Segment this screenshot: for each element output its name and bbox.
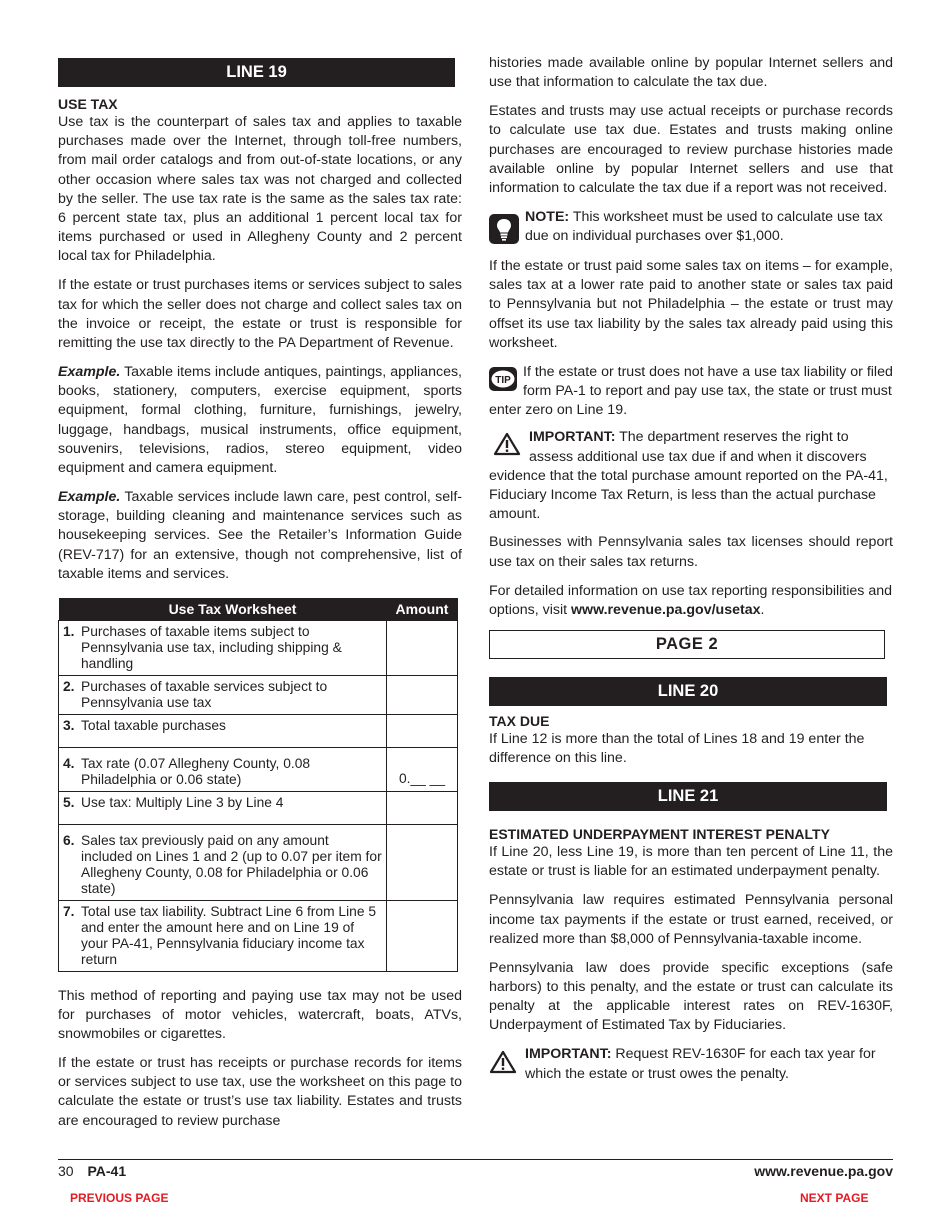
worksheet-header-description: Use Tax Worksheet bbox=[59, 598, 387, 620]
penalty-paragraph-1: If Line 20, less Line 19, is more than ten percent of Line 11, the estate or trust is liable for an estimated underpayment penalty. bbox=[489, 844, 893, 880]
page-number: 30 bbox=[58, 1163, 74, 1179]
row-description: Tax rate (0.07 Allegheny County, 0.08 Philadelphia or 0.06 state) bbox=[81, 755, 311, 787]
penalty-heading: ESTIMATED UNDERPAYMENT INTEREST PENALTY bbox=[489, 826, 830, 843]
worksheet-row-6 bbox=[59, 824, 458, 900]
left-column bbox=[58, 58, 462, 1141]
example-items-text: Taxable items include antiques, paintings, appliances, books, stationery, computers, exercise equipment, sports equipment, formal clothing, furniture, furnishings, jewelry, luggage, handbags, musical instruments, office equipment, souvenirs, televisions, radios, stereo equipment, video equipment and camera equipment. bbox=[58, 364, 462, 477]
important-text: The department reserves the right to assess additional use tax due if and when it discovers evidence that the total purchase amount reported on the PA-41, Fiduciary Income Tax Return, is less than the actual purchase amount. bbox=[489, 429, 888, 523]
note-callout bbox=[489, 208, 893, 249]
important-text: Request REV-1630F for each tax year for which the estate or trust owes the penalty. bbox=[525, 1046, 876, 1082]
use-tax-heading: USE TAX bbox=[58, 96, 118, 112]
worksheet-row-2 bbox=[59, 675, 458, 714]
amount-field[interactable] bbox=[387, 824, 458, 900]
example-services-paragraph bbox=[58, 488, 462, 584]
worksheet-row-1 bbox=[59, 620, 458, 675]
row-number: 7. bbox=[63, 903, 75, 919]
important-callout-2 bbox=[489, 1045, 893, 1083]
row-description: Total taxable purchases bbox=[81, 717, 226, 733]
example-items-paragraph bbox=[58, 363, 462, 478]
tax-due-heading: TAX DUE bbox=[489, 712, 550, 729]
row-description: Sales tax previously paid on any amount included on Lines 1 and 2 (up to 0.07 per item for Allegheny County, 0.08 for Philadelphia or 0.06 state) bbox=[81, 832, 382, 896]
warning-icon bbox=[493, 432, 521, 462]
tip-callout bbox=[489, 363, 893, 421]
note-label: NOTE: bbox=[525, 209, 570, 226]
line-19-banner: LINE 19 bbox=[58, 58, 455, 87]
use-tax-worksheet bbox=[58, 598, 458, 972]
lightbulb-icon bbox=[489, 214, 519, 249]
example-label: Example. bbox=[58, 489, 121, 506]
warning-icon bbox=[489, 1050, 517, 1079]
tip-icon bbox=[489, 367, 517, 397]
line-20-banner: LINE 20 bbox=[489, 677, 887, 706]
next-page-link[interactable]: NEXT PAGE bbox=[800, 1191, 869, 1205]
row-number: 5. bbox=[63, 794, 75, 810]
tax-rate-field[interactable]: 0.__ __ bbox=[387, 747, 458, 791]
footer-page-info bbox=[58, 1163, 126, 1179]
row-description: Use tax: Multiply Line 3 by Line 4 bbox=[81, 794, 284, 810]
example-label: Example. bbox=[58, 364, 121, 381]
amount-field[interactable] bbox=[387, 675, 458, 714]
use-tax-paragraph-1: Use tax is the counterpart of sales tax and applies to taxable purchases made over the Internet, through toll-free numbers, from mail order catalogs and from out-of-state locations, or any other occasion where sales tax was not charged and collected by the seller. The use tax rate is the same as the sales tax rate: 6 percent state tax, plus an additional 1 percent local tax for items purchased or used in Allegheny County and 2 percent local tax for Philadelphia. bbox=[58, 114, 462, 265]
penalty-paragraph-3: Pennsylvania law does provide specific exceptions (safe harbors) to this penalty, and the estate or trust can calculate its penalty at the applicable interest rates on REV-1630F, Underpayment of Estimated Tax by Fiduciaries. bbox=[489, 959, 893, 1034]
use-tax-paragraph-3: This method of reporting and paying use tax may not be used for purchases of motor vehicles, watercraft, boats, ATVs, snowmobiles or cigarettes. bbox=[58, 987, 462, 1042]
more-info-text: For detailed information on use tax reporting responsibilities and options, visit bbox=[489, 582, 892, 618]
use-tax-paragraph-4: If the estate or trust has receipts or purchase records for items or services subject to use tax, use the worksheet on this page to calculate the estate or trust’s use tax liability. Estates and trusts are encouraged to review purchase bbox=[58, 1054, 462, 1129]
page-2-box: PAGE 2 bbox=[489, 630, 885, 659]
worksheet-row-4 bbox=[59, 747, 458, 791]
penalty-paragraph-2: Pennsylvania law requires estimated Pennsylvania personal income tax payments if the estate or trust earned, received, or realized more than $8,000 of Pennsylvania-taxable income. bbox=[489, 892, 893, 947]
worksheet-row-7 bbox=[59, 900, 458, 971]
form-name: PA-41 bbox=[87, 1163, 127, 1179]
row-description: Purchases of taxable services subject to Pennsylvania use tax bbox=[81, 678, 328, 710]
note-text: This worksheet must be used to calculate use tax due on individual purchases over $1,000. bbox=[525, 209, 883, 245]
period: . bbox=[760, 601, 765, 618]
businesses-paragraph: Businesses with Pennsylvania sales tax licenses should report use tax on their sales tax returns. bbox=[489, 534, 893, 570]
row-number: 6. bbox=[63, 832, 75, 848]
row-description: Total use tax liability. Subtract Line 6 from Line 5 and enter the amount here and on Line 19 of your PA-41, Pennsylvania fiduciary income tax return bbox=[81, 903, 376, 967]
row-description: Purchases of taxable items subject to Pennsylvania use tax, including shipping & handling bbox=[81, 623, 342, 671]
row-number: 2. bbox=[63, 678, 75, 694]
more-info-paragraph bbox=[489, 582, 893, 620]
right-column bbox=[489, 54, 893, 1084]
worksheet-row-5 bbox=[59, 791, 458, 824]
line-21-banner: LINE 21 bbox=[489, 782, 887, 811]
amount-field[interactable] bbox=[387, 791, 458, 824]
amount-field[interactable] bbox=[387, 714, 458, 747]
amount-field[interactable] bbox=[387, 900, 458, 971]
sales-tax-offset-paragraph: If the estate or trust paid some sales tax on items – for example, sales tax at a lower rate paid to another state or sales tax paid to Pennsylvania but not Philadelphia – the estate or trust may offset its use tax liability by the sales tax already paid using this worksheet. bbox=[489, 258, 893, 351]
usetax-link[interactable]: www.revenue.pa.gov/usetax bbox=[571, 601, 761, 618]
important-label: IMPORTANT: bbox=[529, 429, 616, 446]
row-number: 3. bbox=[63, 717, 75, 733]
example-services-text: Taxable services include lawn care, pest control, self-storage, building cleaning and maintenance services such as housekeeping services. See the Retailer’s Information Guide (REV-717) for an extensive, though not comprehensive, list of taxable items and services. bbox=[58, 489, 462, 582]
important-label: IMPORTANT: bbox=[525, 1046, 612, 1063]
worksheet-header-amount: Amount bbox=[387, 598, 458, 620]
footer-website: www.revenue.pa.gov bbox=[754, 1163, 893, 1179]
tip-text: If the estate or trust does not have a use tax liability or filed form PA-1 to report and pay use tax, the state or trust must enter zero on Line 19. bbox=[489, 363, 893, 419]
continued-paragraph: histories made available online by popular Internet sellers and use that information to calculate the tax due. bbox=[489, 55, 893, 91]
important-callout-1 bbox=[489, 428, 893, 524]
worksheet-row-3 bbox=[59, 714, 458, 747]
tax-due-paragraph: If Line 12 is more than the total of Lines 18 and 19 enter the difference on this line. bbox=[489, 730, 865, 767]
footer-divider bbox=[58, 1159, 893, 1160]
use-tax-paragraph-2: If the estate or trust purchases items or services subject to sales tax for which the seller does not charge and collect sales tax on the invoice or receipt, the estate or trust is responsible for remitting the use tax directly to the PA Department of Revenue. bbox=[58, 277, 462, 352]
previous-page-link[interactable]: PREVIOUS PAGE bbox=[70, 1191, 169, 1205]
amount-field[interactable] bbox=[387, 620, 458, 675]
row-number: 1. bbox=[63, 623, 75, 639]
row-number: 4. bbox=[63, 755, 75, 771]
receipts-paragraph: Estates and trusts may use actual receipts or purchase records to calculate use tax due. Estates and trusts making online purchases are encouraged to review purchase histories made available online by popular Internet sellers and use that information to calculate the tax due if a report was not received. bbox=[489, 103, 893, 197]
tip-badge-text: TIP bbox=[495, 374, 511, 386]
